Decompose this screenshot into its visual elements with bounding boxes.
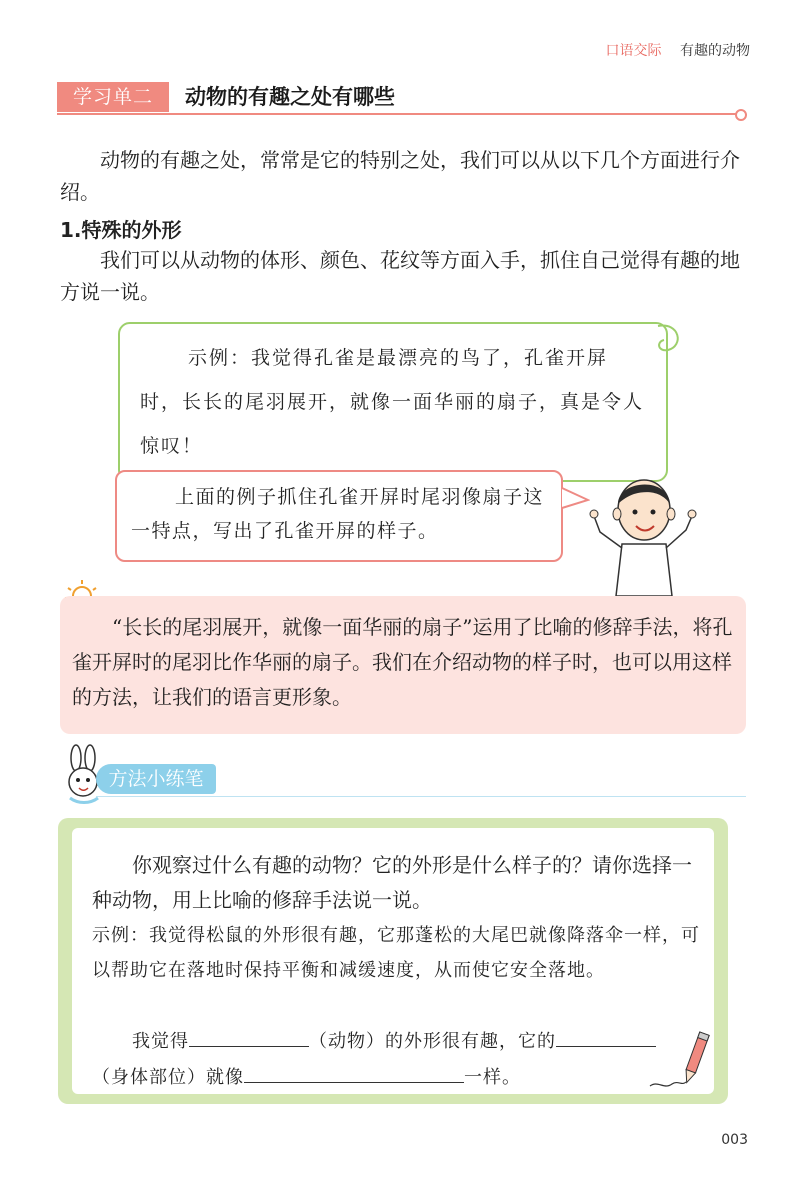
pencil-icon xyxy=(646,1030,716,1094)
tip-box xyxy=(60,596,746,734)
tip-text: “长长的尾羽展开，就像一面华丽的扇子”运用了比喻的修辞手法，将孔雀开屏时的尾羽比作华丽的扇子。我们在介绍动物的样子时，也可以用这样的方法，让我们的语言更形象。 xyxy=(72,615,733,709)
blank-animal[interactable] xyxy=(189,1024,309,1047)
fill-text-4: 一样。 xyxy=(464,1067,521,1088)
running-head-title: 有趣的动物 xyxy=(680,43,750,59)
method-divider xyxy=(96,796,746,797)
page-number: 003 xyxy=(721,1132,748,1148)
boy-illustration-icon xyxy=(588,468,698,598)
practice-example: 示例：我觉得松鼠的外形很有趣，它那蓬松的大尾巴就像降落伞一样，可以帮助它在落地时保持平衡和减缓速度，从而使它安全落地。 xyxy=(92,925,700,981)
unit-label: 学习单二 xyxy=(57,82,169,112)
fill-text-2: （动物）的外形很有趣，它的 xyxy=(309,1031,556,1052)
curl-decoration-icon xyxy=(650,320,686,360)
practice-box xyxy=(58,818,728,1104)
intro-paragraph: 动物的有趣之处，常常是它的特别之处，我们可以从以下几个方面进行介绍。 xyxy=(60,148,740,204)
practice-fill-in xyxy=(92,1024,712,1096)
running-head xyxy=(606,40,750,60)
method-practice-label: 方法小练笔 xyxy=(96,764,216,794)
running-head-section: 口语交际 xyxy=(605,43,662,59)
practice-inner-panel xyxy=(72,828,714,1094)
speech-bubble xyxy=(115,470,563,562)
speech-bubble-tail xyxy=(560,486,590,516)
practice-prompt: 你观察过什么有趣的动物？它的外形是什么样子的？请你选择一种动物，用上比喻的修辞手法说一说。 xyxy=(92,853,692,912)
blank-comparison[interactable] xyxy=(244,1060,464,1083)
speech-bubble-text: 上面的例子抓住孔雀开屏时尾羽像扇子这一特点，写出了孔雀开屏的样子。 xyxy=(131,486,545,542)
example-text: 示例：我觉得孔雀是最漂亮的鸟了，孔雀开屏时，长长的尾羽展开，就像一面华丽的扇子，真是令人惊叹！ xyxy=(140,347,645,457)
unit-underline xyxy=(57,113,741,115)
section-body: 我们可以从动物的体形、颜色、花纹等方面入手，抓住自己觉得有趣的地方说一说。 xyxy=(60,248,740,304)
fill-text-3: （身体部位）就像 xyxy=(92,1067,244,1088)
unit-heading xyxy=(57,82,747,116)
example-box xyxy=(118,322,668,482)
unit-line-end-dot xyxy=(735,109,747,121)
blank-feature[interactable] xyxy=(556,1024,656,1047)
fill-text-1: 我觉得 xyxy=(132,1031,189,1052)
unit-title: 动物的有趣之处有哪些 xyxy=(185,85,395,109)
section-heading: 1.特殊的外形 xyxy=(60,218,182,242)
